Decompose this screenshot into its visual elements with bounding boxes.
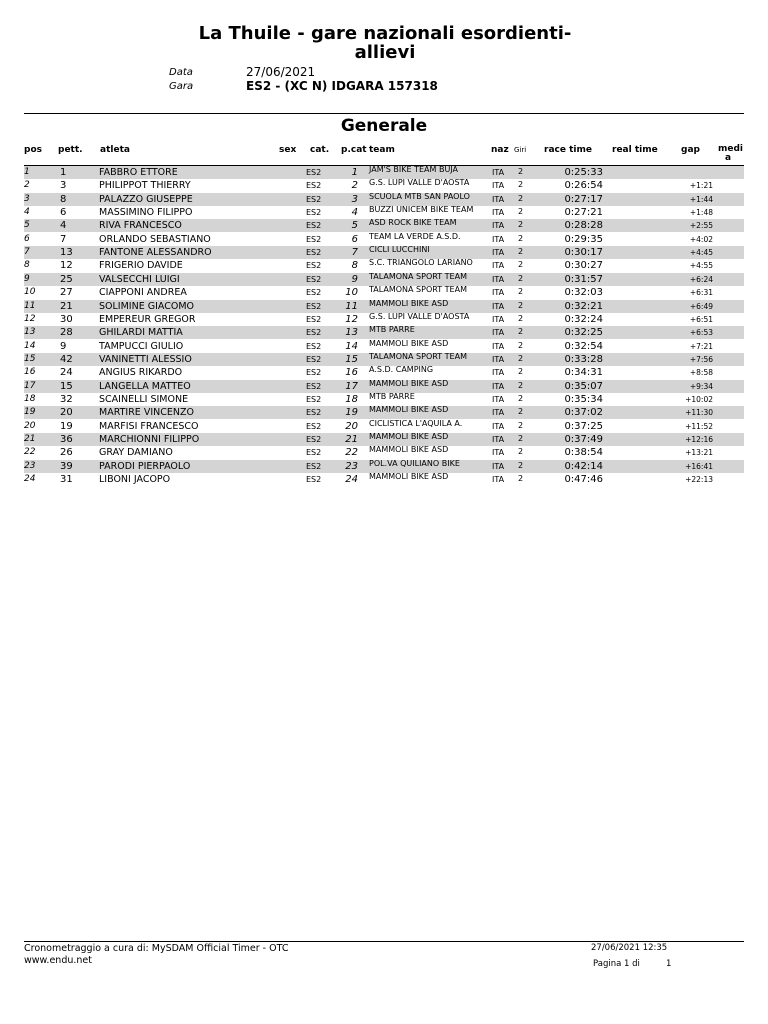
- section-title: Generale: [340, 116, 428, 136]
- cell-pcat: 20: [345, 420, 358, 432]
- cell-cat: ES2: [306, 248, 322, 258]
- cell-pcat: 7: [351, 247, 358, 259]
- cell-cat: ES2: [306, 181, 322, 191]
- cell-giri: 2: [518, 220, 524, 230]
- cell-giri: 2: [518, 273, 524, 283]
- cell-pcat: 6: [351, 233, 358, 245]
- cell-pos: 2: [24, 180, 30, 191]
- cell-gap: +6:49: [689, 301, 713, 311]
- cell-atleta: MARTIRE VINCENZO: [99, 407, 194, 419]
- cell-gap: +22:13: [685, 475, 713, 485]
- cell-pcat: 8: [351, 260, 358, 272]
- cell-atleta: GHILARDI MATTIA: [99, 327, 183, 339]
- cell-pcat: 18: [345, 393, 358, 405]
- cell-pcat: 4: [351, 207, 358, 219]
- cell-race-time: 0:31:57: [564, 273, 603, 285]
- cell-naz: ITA: [492, 394, 505, 404]
- cell-atleta: FRIGERIO DAVIDE: [99, 260, 183, 272]
- cell-cat: ES2: [306, 341, 322, 351]
- cell-race-time: 0:42:14: [564, 460, 603, 472]
- cell-atleta: MARFISI FRANCESCO: [99, 420, 199, 432]
- cell-pos: 9: [24, 273, 30, 284]
- cell-cat: ES2: [306, 261, 322, 271]
- cell-atleta: EMPEREUR GREGOR: [99, 313, 196, 325]
- cell-atleta: FANTONE ALESSANDRO: [99, 247, 212, 259]
- cell-team: JAM'S BIKE TEAM BUJA: [369, 165, 458, 174]
- cell-race-time: 0:38:54: [564, 447, 603, 459]
- col-race-time: race time: [544, 145, 592, 155]
- cell-race-time: 0:28:28: [564, 220, 603, 232]
- cell-pcat: 12: [345, 313, 358, 325]
- cell-atleta: CIAPPONI ANDREA: [99, 287, 187, 299]
- top-divider: [24, 113, 744, 114]
- cell-naz: ITA: [492, 194, 505, 204]
- cell-cat: ES2: [306, 421, 322, 431]
- cell-team: MTB PARRE: [369, 325, 415, 335]
- cell-atleta: PALAZZO GIUSEPPE: [99, 193, 193, 205]
- cell-cat: ES2: [306, 194, 322, 204]
- cell-race-time: 0:27:21: [564, 207, 603, 219]
- cell-naz: ITA: [492, 475, 505, 485]
- cell-giri: 2: [518, 434, 524, 443]
- cell-pos: 1: [24, 167, 30, 177]
- col-pett: pett.: [58, 145, 83, 155]
- cell-gap: +4:02: [689, 234, 713, 244]
- cell-team: S.C. TRIANGOLO LARIANO: [369, 258, 473, 268]
- cell-gap: +1:48: [689, 208, 713, 218]
- cell-race-time: 0:27:17: [564, 193, 603, 205]
- cell-giri: 2: [518, 313, 524, 323]
- cell-race-time: 0:35:34: [564, 393, 603, 405]
- cell-gap: +7:21: [689, 341, 713, 351]
- cell-team: MAMMOLI BIKE ASD: [369, 472, 449, 482]
- cell-pcat: 19: [345, 407, 358, 419]
- cell-pos: 15: [24, 353, 36, 364]
- cell-cat: ES2: [306, 288, 322, 298]
- cell-race-time: 0:32:03: [564, 287, 603, 299]
- cell-team: MAMMOLI BIKE ASD: [369, 432, 449, 441]
- cell-naz: ITA: [492, 461, 505, 471]
- cell-naz: ITA: [492, 314, 505, 324]
- footer-credit: Cronometraggio a cura di: MySDAM Official Timer - OTC: [24, 943, 289, 954]
- cell-giri: 2: [518, 420, 524, 430]
- cell-gap: +6:31: [689, 288, 713, 298]
- cell-naz: ITA: [492, 208, 505, 218]
- cell-race-time: 0:26:54: [564, 180, 603, 192]
- cell-atleta: MASSIMINO FILIPPO: [99, 207, 193, 219]
- cell-gap: +6:53: [689, 328, 713, 338]
- cell-team: BUZZI UNICEM BIKE TEAM: [369, 205, 474, 215]
- cell-pcat: 5: [351, 220, 358, 232]
- cell-pcat: 23: [345, 460, 358, 472]
- cell-atleta: MARCHIONNI FILIPPO: [99, 434, 200, 445]
- col-media-line-2: a: [724, 153, 732, 163]
- col-pos: pos: [24, 145, 42, 155]
- cell-pcat: 2: [351, 180, 358, 192]
- cell-atleta: VALSECCHI LUIGI: [99, 273, 180, 285]
- cell-pos: 8: [24, 260, 30, 271]
- cell-pett: 25: [60, 273, 73, 285]
- cell-team: POL.VA QUILIANO BIKE: [369, 458, 460, 468]
- cell-atleta: FABBRO ETTORE: [99, 167, 178, 178]
- cell-giri: 2: [518, 167, 524, 176]
- cell-giri: 2: [518, 193, 524, 203]
- cell-team: TALAMONA SPORT TEAM: [369, 285, 467, 295]
- cell-cat: ES2: [306, 354, 322, 364]
- cell-gap: +7:56: [689, 354, 713, 364]
- cell-cat: ES2: [306, 208, 322, 218]
- title-line-2: allievi: [354, 42, 416, 63]
- cell-naz: ITA: [492, 234, 505, 244]
- cell-cat: ES2: [306, 301, 322, 311]
- cell-pett: 1: [60, 167, 67, 178]
- cell-pos: 20: [24, 420, 36, 431]
- cell-pos: 24: [24, 474, 36, 485]
- cell-pett: 13: [60, 247, 73, 259]
- cell-giri: 2: [518, 407, 524, 417]
- cell-pos: 4: [24, 207, 30, 218]
- col-media-line-1: medi: [718, 144, 744, 154]
- cell-cat: ES2: [306, 448, 322, 458]
- cell-pos: 3: [24, 193, 30, 204]
- cell-pos: 10: [24, 287, 36, 298]
- cell-pett: 36: [60, 434, 73, 445]
- footer-page-total: 1: [666, 959, 672, 969]
- cell-gap: +10:02: [685, 394, 713, 404]
- cell-gap: +13:21: [685, 448, 713, 458]
- cell-pcat: 14: [345, 340, 358, 352]
- cell-giri: 2: [518, 287, 524, 297]
- cell-giri: 2: [518, 180, 524, 190]
- cell-race-time: 0:30:17: [564, 247, 603, 259]
- cell-team: MAMMOLI BIKE ASD: [369, 338, 449, 348]
- cell-atleta: SOLIMINE GIACOMO: [99, 300, 195, 312]
- cell-naz: ITA: [492, 248, 505, 258]
- col-team: team: [369, 145, 395, 155]
- cell-cat: ES2: [306, 408, 322, 418]
- cell-pos: 17: [24, 380, 36, 391]
- cell-pcat: 15: [345, 353, 358, 365]
- cell-pcat: 17: [345, 380, 358, 392]
- cell-pett: 9: [60, 340, 67, 352]
- col-cat: cat.: [310, 145, 330, 155]
- cell-team: CICLI LUCCHINI: [369, 245, 430, 255]
- cell-pos: 5: [24, 220, 30, 231]
- cell-pett: 8: [60, 193, 67, 205]
- cell-team: MAMMOLI BIKE ASD: [369, 298, 449, 308]
- cell-gap: +1:21: [689, 181, 713, 191]
- footer-printed-at: 27/06/2021 12:35: [591, 943, 668, 953]
- cell-pos: 18: [24, 393, 36, 404]
- col-sex: sex: [279, 145, 297, 155]
- cell-race-time: 0:35:07: [564, 380, 603, 392]
- cell-giri: 2: [518, 474, 524, 484]
- cell-atleta: RIVA FRANCESCO: [99, 220, 182, 232]
- cell-gap: +2:55: [689, 221, 713, 231]
- cell-pett: 32: [60, 393, 73, 405]
- cell-team: G.S. LUPI VALLE D'AOSTA: [369, 178, 470, 188]
- cell-pos: 7: [24, 247, 30, 258]
- cell-race-time: 0:32:54: [564, 340, 603, 352]
- cell-pett: 24: [60, 367, 73, 379]
- cell-naz: ITA: [492, 421, 505, 431]
- cell-atleta: GRAY DAMIANO: [99, 447, 173, 459]
- cell-race-time: 0:32:21: [564, 300, 603, 312]
- col-media: [718, 144, 744, 163]
- cell-cat: ES2: [306, 435, 322, 444]
- data-value: 27/06/2021: [246, 65, 316, 79]
- cell-gap: +16:41: [685, 461, 713, 471]
- cell-pos: 21: [24, 434, 36, 444]
- cell-giri: 2: [518, 327, 524, 337]
- cell-atleta: SCAINELLI SIMONE: [99, 393, 189, 405]
- col-gap: gap: [681, 145, 700, 155]
- cell-giri: 2: [518, 300, 524, 310]
- cell-atleta: LANGELLA MATTEO: [99, 380, 191, 392]
- cell-gap: +8:58: [689, 368, 713, 378]
- cell-race-time: 0:37:25: [564, 420, 603, 432]
- cell-pcat: 1: [351, 167, 358, 178]
- cell-pcat: 10: [345, 287, 358, 299]
- cell-pcat: 16: [345, 367, 358, 379]
- col-giri: Giri: [514, 146, 527, 154]
- cell-cat: ES2: [306, 168, 322, 177]
- cell-giri: 2: [518, 340, 524, 350]
- cell-cat: ES2: [306, 368, 322, 378]
- cell-team: MAMMOLI BIKE ASD: [369, 405, 449, 415]
- cell-race-time: 0:25:33: [564, 167, 603, 178]
- cell-giri: 2: [518, 393, 524, 403]
- cell-pett: 19: [60, 420, 73, 432]
- cell-team: TALAMONA SPORT TEAM: [369, 271, 467, 281]
- cell-giri: 2: [518, 353, 524, 363]
- cell-pett: 21: [60, 300, 73, 312]
- cell-naz: ITA: [492, 408, 505, 418]
- cell-naz: ITA: [492, 328, 505, 338]
- cell-pos: 12: [24, 313, 36, 324]
- cell-race-time: 0:37:49: [564, 434, 603, 445]
- cell-cat: ES2: [306, 274, 322, 284]
- cell-pett: 12: [60, 260, 73, 272]
- cell-team: SCUOLA MTB SAN PAOLO: [369, 191, 470, 201]
- cell-team: TEAM LA VERDE A.S.D.: [369, 231, 461, 241]
- cell-pett: 31: [60, 474, 73, 486]
- cell-pcat: 24: [345, 474, 358, 486]
- cell-naz: ITA: [492, 448, 505, 458]
- cell-giri: 2: [518, 367, 524, 377]
- cell-pett: 3: [60, 180, 67, 192]
- cell-atleta: PARODI PIERPAOLO: [99, 460, 191, 472]
- cell-race-time: 0:32:25: [564, 327, 603, 339]
- cell-pcat: 9: [351, 273, 358, 285]
- cell-pos: 19: [24, 407, 36, 418]
- cell-naz: ITA: [492, 381, 505, 391]
- cell-atleta: VANINETTI ALESSIO: [99, 353, 192, 365]
- cell-pett: 4: [60, 220, 67, 232]
- cell-gap: +12:16: [685, 435, 713, 444]
- gara-value: ES2 - (XC N) IDGARA 157318: [246, 79, 438, 93]
- cell-naz: ITA: [492, 435, 505, 444]
- cell-atleta: TAMPUCCI GIULIO: [99, 340, 184, 352]
- cell-race-time: 0:29:35: [564, 233, 603, 245]
- cell-pos: 13: [24, 327, 36, 338]
- cell-atleta: ORLANDO SEBASTIANO: [99, 233, 211, 245]
- col-naz: naz: [491, 145, 509, 155]
- table-row: [24, 473, 744, 486]
- cell-cat: ES2: [306, 381, 322, 391]
- cell-naz: ITA: [492, 168, 505, 177]
- cell-gap: +4:55: [689, 261, 713, 271]
- cell-team: A.S.D. CAMPING: [369, 365, 434, 375]
- cell-pos: 6: [24, 233, 30, 244]
- cell-naz: ITA: [492, 181, 505, 191]
- footer-website[interactable]: www.endu.net: [24, 955, 92, 966]
- cell-pett: 6: [60, 207, 67, 219]
- cell-pett: 27: [60, 287, 73, 299]
- cell-atleta: ANGIUS RIKARDO: [99, 367, 183, 379]
- cell-giri: 2: [518, 260, 524, 270]
- cell-team: MAMMOLI BIKE ASD: [369, 445, 449, 455]
- cell-gap: +4:45: [689, 248, 713, 258]
- cell-race-time: 0:30:27: [564, 260, 603, 272]
- title-line-1: La Thuile - gare nazionali esordienti-: [198, 23, 572, 44]
- cell-cat: ES2: [306, 475, 322, 485]
- cell-naz: ITA: [492, 274, 505, 284]
- cell-pett: 39: [60, 460, 73, 472]
- cell-giri: 2: [518, 460, 524, 470]
- cell-pcat: 11: [345, 300, 358, 312]
- cell-gap: +9:34: [689, 381, 713, 391]
- cell-pcat: 13: [345, 327, 358, 339]
- cell-giri: 2: [518, 380, 524, 390]
- cell-gap: +11:52: [685, 421, 713, 431]
- cell-cat: ES2: [306, 314, 322, 324]
- footer-page-label: Pagina 1 di: [593, 959, 640, 969]
- cell-pett: 20: [60, 407, 73, 419]
- cell-naz: ITA: [492, 368, 505, 378]
- cell-atleta: PHILIPPOT THIERRY: [99, 180, 191, 192]
- cell-cat: ES2: [306, 234, 322, 244]
- cell-race-time: 0:37:02: [564, 407, 603, 419]
- footer-divider: [24, 941, 744, 942]
- cell-pos: 22: [24, 447, 36, 458]
- col-real-time: real time: [612, 145, 658, 155]
- cell-pos: 11: [24, 300, 36, 311]
- cell-naz: ITA: [492, 354, 505, 364]
- cell-gap: +1:44: [689, 194, 713, 204]
- cell-naz: ITA: [492, 341, 505, 351]
- cell-naz: ITA: [492, 221, 505, 231]
- cell-pett: 7: [60, 233, 67, 245]
- cell-gap: +6:24: [689, 274, 713, 284]
- cell-pos: 23: [24, 460, 36, 471]
- gara-label: Gara: [169, 81, 194, 92]
- cell-atleta: LIBONI JACOPO: [99, 474, 171, 486]
- cell-race-time: 0:47:46: [564, 474, 603, 486]
- cell-giri: 2: [518, 233, 524, 243]
- cell-naz: ITA: [492, 288, 505, 298]
- cell-gap: +6:51: [689, 314, 713, 324]
- cell-cat: ES2: [306, 328, 322, 338]
- cell-pos: 16: [24, 367, 36, 378]
- cell-naz: ITA: [492, 301, 505, 311]
- cell-race-time: 0:33:28: [564, 353, 603, 365]
- cell-pcat: 21: [345, 434, 358, 445]
- cell-team: ASD ROCK BIKE TEAM: [369, 218, 457, 228]
- col-pcat: p.cat: [341, 145, 367, 155]
- cell-giri: 2: [518, 247, 524, 257]
- cell-team: MAMMOLI BIKE ASD: [369, 378, 449, 388]
- cell-pett: 15: [60, 380, 73, 392]
- cell-pcat: 22: [345, 447, 358, 459]
- cell-team: CICLISTICA L'AQUILA A.: [369, 418, 463, 428]
- cell-pett: 30: [60, 313, 73, 325]
- cell-giri: 2: [518, 447, 524, 457]
- col-atleta: atleta: [100, 145, 130, 155]
- cell-giri: 2: [518, 207, 524, 217]
- cell-team: TALAMONA SPORT TEAM: [369, 351, 467, 361]
- data-label: Data: [169, 67, 193, 78]
- cell-team: MTB PARRE: [369, 391, 415, 401]
- cell-pett: 26: [60, 447, 73, 459]
- cell-naz: ITA: [492, 261, 505, 271]
- page-title: [150, 24, 620, 62]
- cell-gap: +11:30: [685, 408, 713, 418]
- cell-cat: ES2: [306, 221, 322, 231]
- cell-pos: 14: [24, 340, 36, 351]
- cell-pett: 42: [60, 353, 73, 365]
- cell-cat: ES2: [306, 394, 322, 404]
- cell-race-time: 0:34:31: [564, 367, 603, 379]
- cell-cat: ES2: [306, 461, 322, 471]
- cell-pcat: 3: [351, 193, 358, 205]
- cell-pett: 28: [60, 327, 73, 339]
- cell-race-time: 0:32:24: [564, 313, 603, 325]
- cell-team: G.S. LUPI VALLE D'AOSTA: [369, 311, 470, 321]
